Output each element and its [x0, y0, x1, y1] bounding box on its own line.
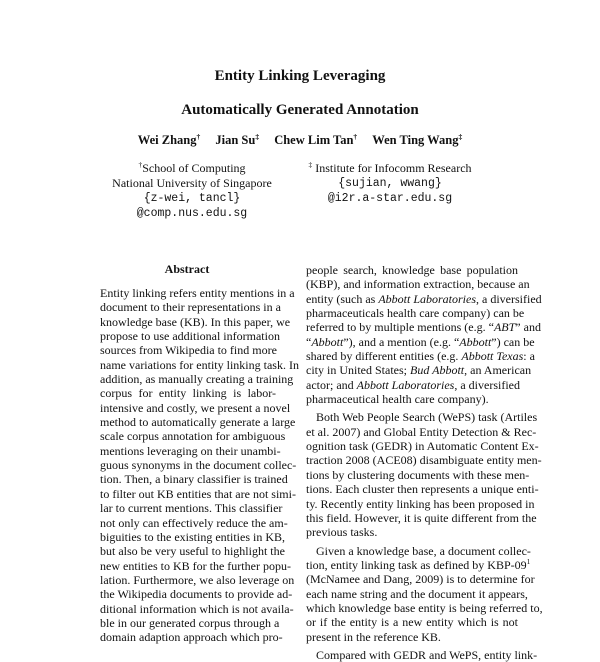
- affiliation-right-email-domain: @i2r.a-star.edu.sg: [327, 192, 453, 205]
- abstract-line: but also be very useful to highlight the: [100, 544, 285, 559]
- intro-line: “Abbott”), and a mention (e.g. “Abbott”) can be: [306, 334, 535, 349]
- abstract-line: biguities to the existing entities in KB,: [100, 529, 285, 544]
- intro-line: pharmaceutical health care company).: [306, 392, 489, 407]
- abstract-line: addition, as manually creating a training: [100, 372, 294, 387]
- abstract-line: lar to current mentions. This classifier: [100, 501, 283, 516]
- intro-line: Given a knowledge base, a document collec-: [316, 543, 531, 558]
- intro-line: et al. 2007) and Global Entity Detection & Rec-: [306, 424, 537, 439]
- intro-line: tions. Each cluster then represents a unique enti-: [306, 482, 539, 497]
- abstract-line: domain adaption approach which pro-: [100, 630, 283, 645]
- author-3: Chew Lim Tan†: [274, 131, 358, 147]
- intro-line: or if the entity is a new entity which is not: [306, 615, 518, 630]
- intro-line: present in the reference KB.: [306, 629, 441, 644]
- intro-line: previous tasks.: [306, 525, 378, 540]
- paper-title-line-1: Entity Linking Leveraging: [214, 68, 386, 84]
- abstract-line: ditional information which is not availa-: [100, 601, 294, 616]
- abstract-line: knowledge base (KB). In this paper, we: [100, 314, 291, 329]
- intro-line: shared by different entities (e.g. Abbott Texas: a: [306, 349, 535, 364]
- intro-line: ty. Recently entity linking has been proposed in: [306, 496, 535, 511]
- abstract-line: propose to use additional information: [100, 329, 280, 344]
- abstract-body: [100, 286, 299, 645]
- abstract-line: not only can effectively reduce the am-: [100, 515, 288, 530]
- intro-line: entity (such as Abbott Laboratories, a diversified: [306, 291, 542, 306]
- intro-line: actor; and Abbott Laboratories, a diversified: [306, 377, 520, 392]
- abstract-line: the Wikipedia documents to provide ad-: [100, 587, 293, 602]
- affiliation-left: [97, 161, 287, 221]
- abstract-line: name variations for entity linking task. In: [100, 357, 299, 372]
- affiliation-left-university: National University of Singapore: [112, 176, 272, 190]
- abstract-line: mentions leveraging on their unambi-: [100, 443, 281, 458]
- abstract-line: scale corpus annotation for ambiguous: [100, 429, 286, 444]
- abstract-line: to filter out KB entities that are not simi-: [100, 486, 296, 501]
- intro-line: tion, entity linking task as defined by KBP-$09^1$: [306, 556, 531, 572]
- abstract-line: guous synonyms in the document collec-: [100, 458, 297, 473]
- intro-line: (McNamee and Dang, 2009) is to determine for: [306, 572, 535, 587]
- intro-line: each name string and the document it appears,: [306, 586, 528, 601]
- intro-line: people search, knowledge base population: [306, 263, 518, 277]
- abstract-line: ble in our generated corpus through a: [100, 615, 280, 630]
- author-4: Wen Ting Wang‡: [372, 131, 463, 147]
- abstract-line: intensive and costly, we present a novel: [100, 400, 291, 415]
- affiliation-left-email-domain: @comp.nus.edu.sg: [136, 207, 248, 220]
- paper-title-line-2: Automatically Generated Annotation: [181, 102, 419, 118]
- affiliation-right-email-user: {sujian, wwang}: [338, 177, 442, 190]
- abstract-line: lation. Furthermore, we also leverage on: [100, 572, 295, 587]
- intro-line: referred to by multiple mentions (e.g. “ABT” and: [306, 320, 541, 335]
- affiliation-left-email-user: {z-wei, tancl}: [143, 192, 241, 205]
- intro-line: Compared with GEDR and WePS, entity link-: [316, 647, 538, 662]
- abstract-line: new entities to KB for the further popu-: [100, 558, 291, 573]
- abstract-line: method to automatically generate a large: [100, 415, 296, 430]
- affiliation-right-name: ‡ Institute for Infocomm Research: [308, 160, 472, 175]
- abstract-line: sources from Wikipedia to find more: [100, 343, 277, 358]
- introduction-body: [306, 263, 543, 662]
- intro-line: tions by clustering documents with these men-: [306, 467, 530, 482]
- abstract-line: document to their representations in a: [100, 300, 281, 315]
- abstract-heading: Abstract: [164, 262, 210, 276]
- intro-line: pharmaceuticals health care company) can be: [306, 306, 525, 321]
- intro-line: traction 2008 (ACE08) disambiguate entity men-: [306, 453, 542, 468]
- abstract-line: Entity linking refers entity mentions in a: [100, 286, 295, 300]
- author-1: Wei Zhang†: [137, 131, 201, 147]
- abstract-line: tion. Then, a binary classifier is trained: [100, 472, 288, 487]
- intro-line: Both Web People Search (WePS) task (Artiles: [316, 410, 538, 425]
- abstract-line: corpus for entity linking is labor-: [100, 386, 276, 401]
- intro-line: city in United States; Bud Abbott, an American: [306, 363, 532, 378]
- intro-line: ognition task (GEDR) in Automatic Content Ex-: [306, 439, 539, 454]
- intro-line: which knowledge base entity is being referred to,: [306, 600, 543, 615]
- author-2: Jian Su‡: [215, 131, 260, 147]
- intro-line: this field. However, it is quite different from the: [306, 510, 537, 525]
- author-list: [0, 132, 600, 148]
- affiliation-left-name: †School of Computing: [138, 160, 246, 175]
- affiliation-right: [290, 161, 490, 206]
- intro-line: (KBP), and information extraction, because an: [306, 277, 530, 292]
